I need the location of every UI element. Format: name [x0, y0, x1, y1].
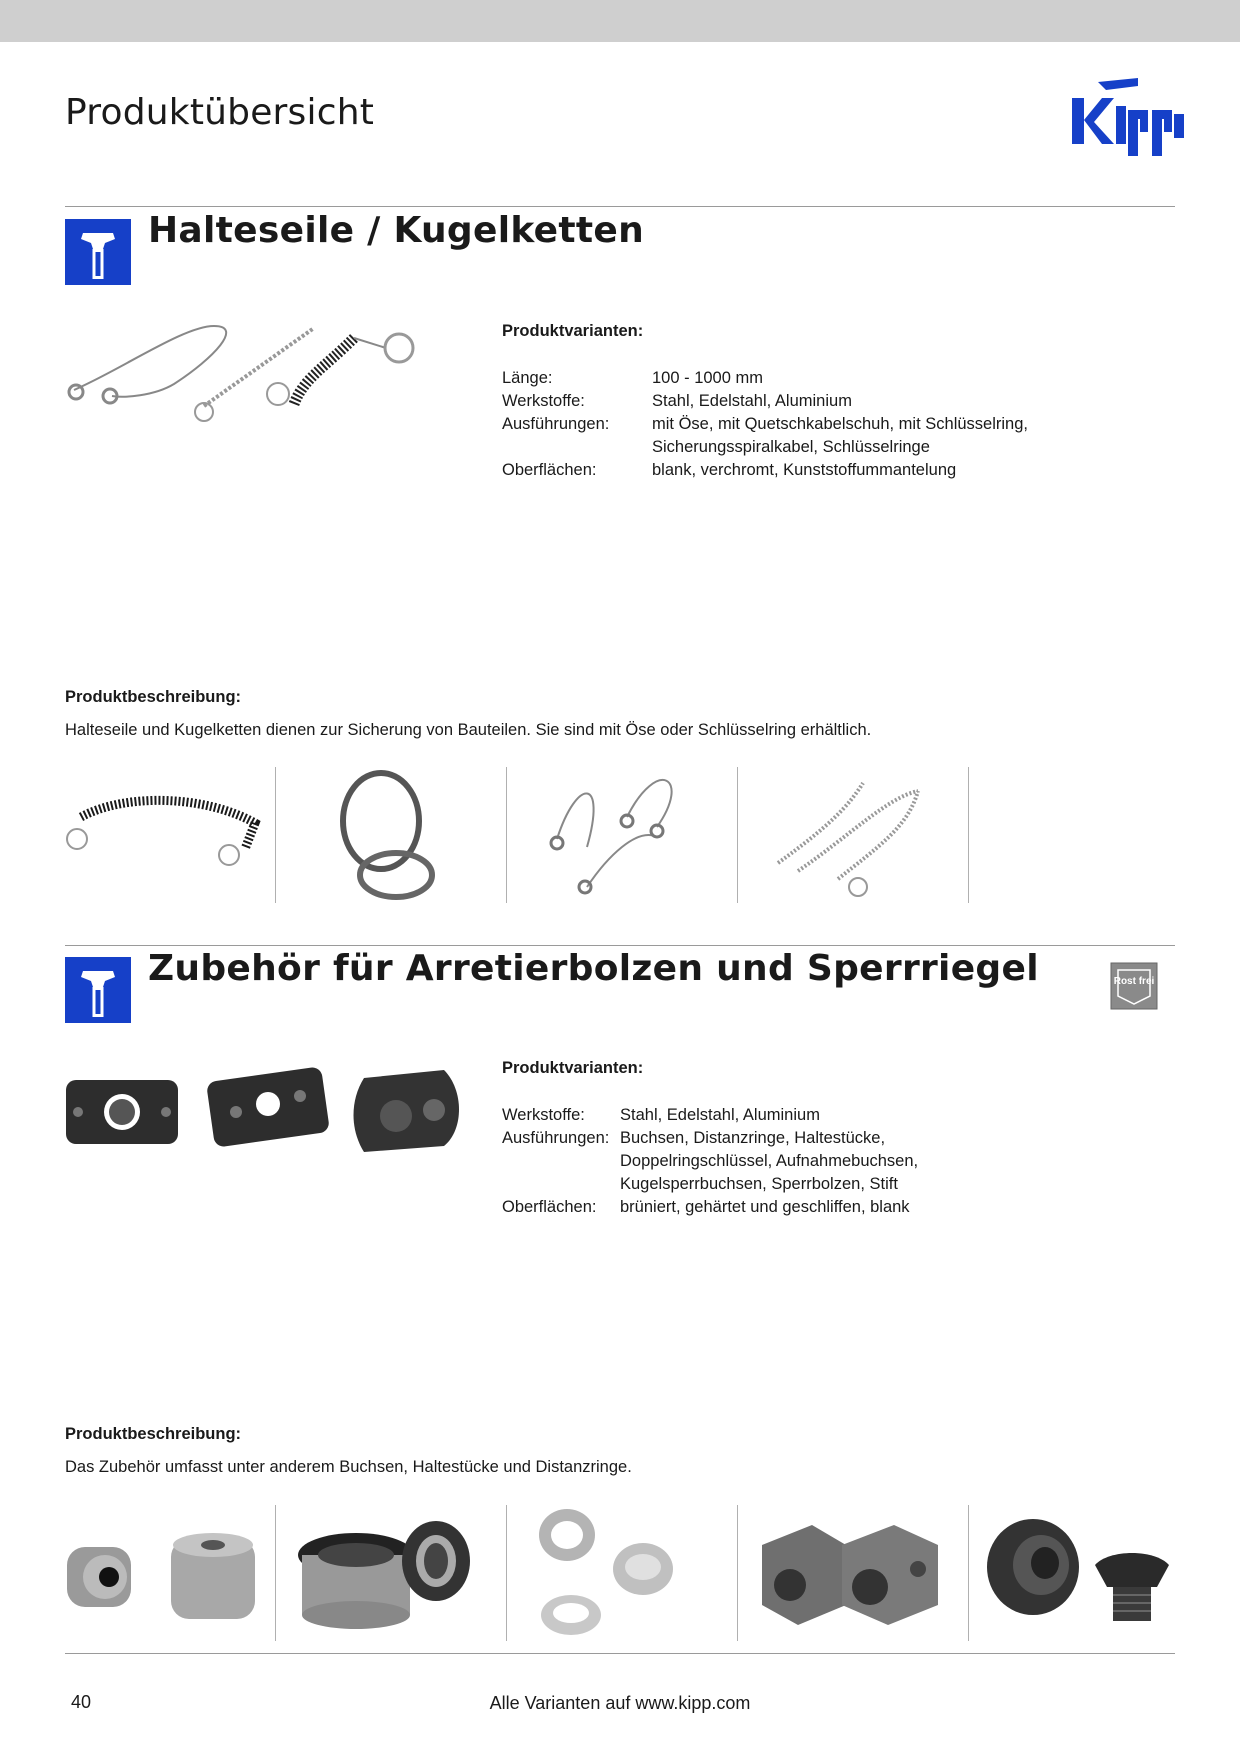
product-image-strip: [65, 767, 1175, 903]
variant-value: 100 - 1000 mm: [652, 369, 763, 387]
product-image-spiral-cable: [65, 767, 275, 903]
product-image-ball-chain: [738, 767, 968, 903]
t-handle-icon: [65, 219, 131, 285]
variants-heading: Produktvarianten:: [502, 1059, 644, 1077]
variant-row: [502, 1127, 1062, 1196]
description-text: Halteseile und Kugelketten dienen zur Sicherung von Bauteilen. Sie sind mit Öse oder Schlüsselring erhältlich.: [65, 721, 872, 739]
product-image-cable-eyelets: [507, 767, 737, 903]
section-title: Zubehör für Arretierbolzen und Sperrriegel: [148, 948, 1039, 989]
section-divider: [65, 206, 1175, 207]
product-image-bushings: [65, 1505, 275, 1641]
footer-divider: [65, 1653, 1175, 1654]
section-divider: [65, 945, 1175, 946]
product-image-strip: [65, 1505, 1175, 1641]
variant-label: Werkstoffe:: [502, 1106, 585, 1124]
holding-blocks-hero-image: [64, 1060, 474, 1166]
variant-value: Stahl, Edelstahl, Aluminium: [652, 392, 852, 410]
variant-value: brüniert, gehärtet und geschliffen, blank: [620, 1198, 910, 1216]
variant-label: Ausführungen:: [502, 415, 610, 433]
variant-label: Werkstoffe:: [502, 392, 585, 410]
t-handle-icon: [65, 957, 131, 1023]
product-image-threaded-bushings: [969, 1505, 1175, 1641]
description-heading: Produktbeschreibung:: [65, 1425, 242, 1443]
product-image-flange-bushings: [276, 1505, 506, 1641]
variant-value: blank, verchromt, Kunststoffummantelung: [652, 461, 957, 479]
product-image-threaded-blocks: [738, 1505, 968, 1641]
variant-row: [502, 367, 1182, 390]
variant-value: Buchsen, Distanzringe, Haltestücke, Doppelringschlüssel, Aufnahmebuchsen, Kugelsperrbuchsen, Sperrbolzen, Stift: [620, 1129, 919, 1193]
rostfrei-badge: [1110, 962, 1158, 1010]
variant-value: Stahl, Edelstahl, Aluminium: [620, 1106, 820, 1124]
variant-row: [502, 1104, 1062, 1127]
variants-heading: Produktvarianten:: [502, 322, 644, 340]
page-title: Produktübersicht: [65, 92, 375, 133]
footer-website-link[interactable]: Alle Varianten auf www.kipp.com: [489, 1693, 751, 1713]
variant-value: mit Öse, mit Quetschkabelschuh, mit Schlüsselring, Sicherungsspiralkabel, Schlüsselringe: [652, 415, 1028, 456]
product-variants: [502, 1057, 1062, 1219]
kipp-logo: [1068, 74, 1188, 166]
image-separator: [968, 767, 969, 903]
section-title: Halteseile / Kugelketten: [148, 210, 645, 251]
variant-label: Ausführungen:: [502, 1129, 610, 1147]
product-image-key-rings: [276, 767, 506, 903]
top-gray-bar: [0, 0, 1240, 42]
page-number: 40: [71, 1692, 92, 1712]
variant-label: Oberflächen:: [502, 461, 597, 479]
variant-row: [502, 459, 1182, 482]
variant-label: Länge:: [502, 369, 553, 387]
variant-row: [502, 1196, 1062, 1219]
variant-row: [502, 390, 1182, 413]
product-image-spacer-rings: [507, 1505, 737, 1641]
product-variants: [502, 320, 1182, 482]
cables-hero-image: [64, 318, 474, 424]
description-text: Das Zubehör umfasst unter anderem Buchsen, Haltestücke und Distanzringe.: [65, 1458, 632, 1476]
variant-label: Oberflächen:: [502, 1198, 597, 1216]
variant-row: [502, 413, 1182, 459]
rostfrei-text: Rost frei: [1113, 976, 1155, 987]
description-heading: Produktbeschreibung:: [65, 688, 242, 706]
